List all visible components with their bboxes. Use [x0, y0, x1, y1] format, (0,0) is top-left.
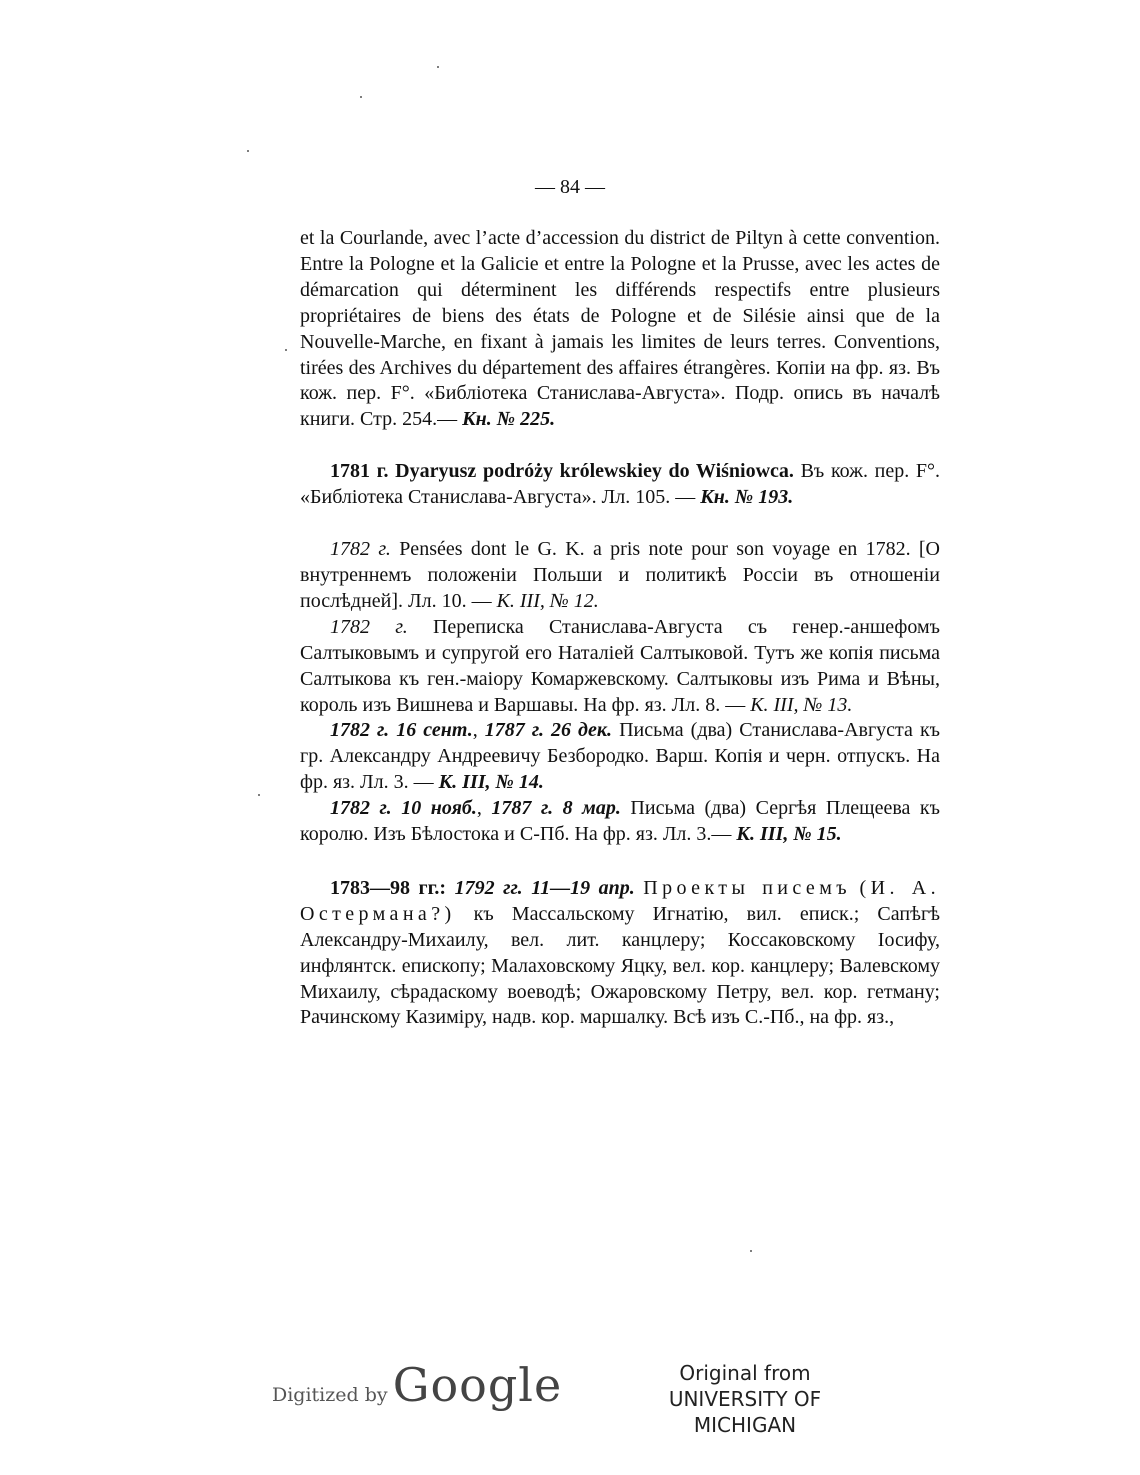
- entry-subdate: 1792 гг. 11—19 апр.: [454, 876, 635, 899]
- entry-date-start: 1782 г. 16 сент.: [330, 719, 473, 742]
- university-label: UNIVERSITY OF MICHIGAN: [668, 1387, 822, 1437]
- original-source-credit: [620, 1360, 870, 1438]
- entry-1782-pensees: [300, 537, 940, 615]
- page-number: — 84 —: [535, 176, 605, 198]
- entry-text: et la Courlande, avec l’acte d’accession du district de Piltyn à cette convention. Entre la Pologne et la Galicie et entre la Pologne et la Prusse, avec les actes de démarcation qui déterminent les différends respectifs entre plusieurs propriétaires de biens des états de Pologne et de Silésie ainsi que de la Nouvelle-Marche, en fixant à jamais les limites de leurs terres. Conventions, tirées des Archives du département des affaires étrangères. Копіи на фр. яз. Въ кож. пер. F°. «Библіотека Станислава-Августа». Подр. опись въ началѣ книги. Стр. 254.—: [300, 227, 940, 431]
- scan-speck: [247, 150, 249, 152]
- entry-1782-correspondence: [300, 615, 940, 719]
- entry-1781-dyaryusz: [300, 459, 940, 511]
- entry-text: Письма (два) Станислава-Августа къ гр. Александру Андреевичу Безбородко. Варш. Копія и черн. отпускъ. На фр. яз. Лл. 3. —: [300, 719, 941, 794]
- entry-date: 1783—98 гг.:: [330, 876, 447, 899]
- entry-text: Переписка Станислава-Августа съ генер.-аншефомъ Салтыковымъ и супругой его Наталіей Салтыковой. Тутъ же копія письма Салтыкова къ ген.-маіору Комаржевскому. Салтыковы изъ Рима и Вѣны, король изъ Вишнева и Варшавы. На фр. яз. Лл. 8. —: [300, 615, 940, 716]
- entry-date: 1782 г.: [330, 538, 391, 561]
- scan-speck: [258, 794, 260, 796]
- entry-courlande-conventions: [300, 226, 940, 433]
- entry-text: Письма (два) Сергѣя Плещеева къ королю. Изъ Бѣлостока и С-Пб. На фр. яз. Лл. 3.—: [300, 797, 940, 846]
- google-wordmark: Google: [392, 1358, 563, 1412]
- scan-speck: [437, 66, 439, 68]
- scan-speck: [285, 349, 287, 351]
- entry-date: 1781 г.: [330, 460, 389, 483]
- entry-reference: Кн. № 193.: [700, 486, 794, 509]
- entry-spaced-author: (И. А. Остермана?): [300, 876, 941, 925]
- entry-1782-letters-bezborodko: [300, 718, 940, 796]
- digitized-by-label: Digitized by: [272, 1384, 388, 1406]
- entry-date-separator: ,: [476, 797, 492, 820]
- scan-speck: [750, 1250, 752, 1252]
- entry-date-start: 1782 г. 10 нояб.: [330, 797, 477, 820]
- entry-reference: К. III, № 12.: [496, 589, 599, 612]
- entry-reference: К. III, № 15.: [736, 823, 842, 846]
- entry-1783-98-drafts: [300, 876, 940, 1031]
- entry-reference: Кн. № 225.: [462, 408, 556, 431]
- scan-speck: [360, 96, 362, 98]
- document-body: [300, 226, 940, 1031]
- entry-date-separator: ,: [472, 719, 485, 742]
- entry-date-end: 1787 г. 8 мар.: [491, 797, 621, 820]
- original-from-label: Original from: [679, 1361, 811, 1385]
- entry-text: къ Массальскому Игнатію, вил. еписк.; Сапѣгѣ Александру-Михаилу, вел. лит. канцлеру; Коссаковскому Іосифу, инфлянтск. епископу; Малаховскому Яцку, вел. кор. канцлеру; Валевскому Михаилу, сѣрадаскому воеводѣ; Ожаровскому Петру, вел. кор. гетману; Рачинскому Казиміру, надв. кор. маршалку. Всѣ изъ С.-Пб., на фр. яз.,: [300, 902, 941, 1029]
- entry-date-end: 1787 г. 26 дек.: [484, 719, 612, 742]
- entry-text: Въ кож. пер. F°. «Библіотека Станислава-Августа». Лл. 105. —: [300, 460, 941, 509]
- digitized-by-google-watermark: [272, 1358, 562, 1412]
- entry-date: 1782 г.: [330, 615, 408, 638]
- entry-reference: К. III, № 13.: [750, 693, 853, 716]
- entry-text: Pensées dont le G. K. a pris note pour son voyage en 1782. [О внутреннемъ положеніи Польши и политикѣ Россіи въ отношеніи послѣдней]. Лл. 10. —: [300, 538, 941, 612]
- entry-reference: К. III, № 14.: [438, 771, 544, 794]
- entry-1782-letters-pleshcheev: [300, 796, 940, 848]
- entry-spaced-title: Проекты писемъ: [643, 876, 852, 899]
- entry-title: Dyaryusz podróży królewskiey do Wiśniowca.: [395, 460, 794, 483]
